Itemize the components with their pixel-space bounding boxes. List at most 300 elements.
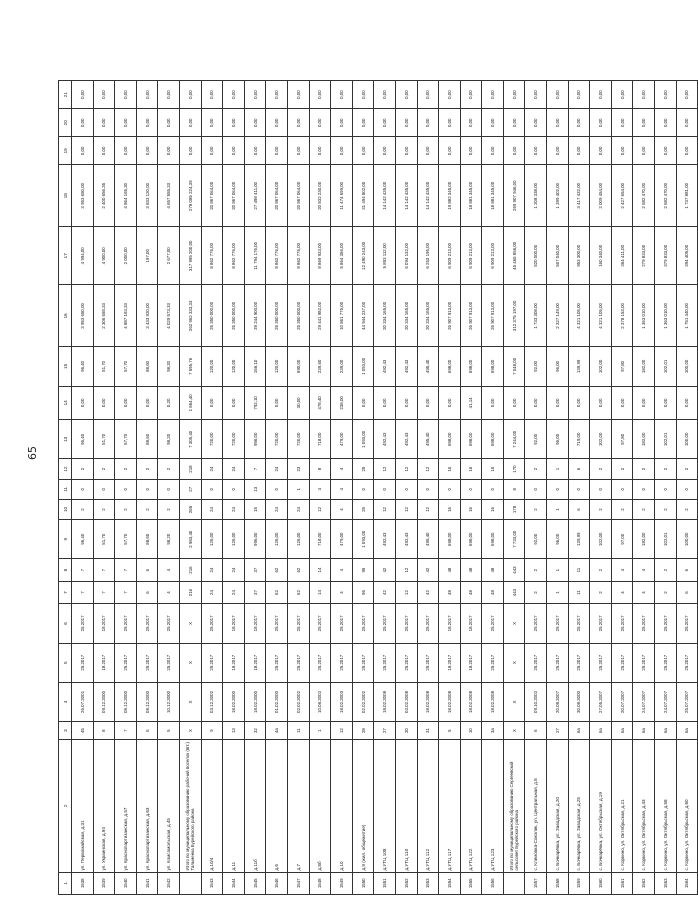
address-cell: ул. Украинская, д.94 (93, 740, 115, 872)
table-cell: 7 (71, 581, 93, 603)
table-cell: 0 (481, 479, 503, 499)
table-cell: 2 (589, 559, 611, 581)
table-cell: 0,00 (71, 386, 93, 420)
table-cell: 25.2017 (417, 643, 439, 682)
table-cell: 126,00 (265, 520, 287, 559)
table-cell: 16 (481, 499, 503, 519)
table-cell: 0 (114, 479, 136, 499)
table-cell: 698,00 (481, 420, 503, 459)
table-cell: 492,43 (373, 520, 395, 559)
table-cell: 1556 (481, 872, 503, 894)
table-cell: 14 (309, 581, 331, 603)
table-cell: 102,00 (589, 520, 611, 559)
table-cell: 20.07.2007 (611, 682, 633, 721)
table-cell: 2 009 454,00 (589, 165, 611, 227)
table-cell: 0,00 (481, 81, 503, 109)
table-cell: 6а (654, 722, 676, 740)
table-cell: 13 (222, 722, 244, 740)
table-cell: 18.02.2008 (373, 682, 395, 721)
address-cell: д.6 (265, 740, 287, 872)
table-cell: 3 417 432,00 (568, 165, 590, 227)
table-cell: 0,00 (503, 386, 525, 420)
table-cell: X (179, 604, 201, 643)
address-cell: д.8б (309, 740, 331, 872)
table-cell: 0,00 (481, 109, 503, 137)
table-cell: 0,00 (546, 81, 568, 109)
table-cell: 0,00 (654, 109, 676, 137)
table-cell: 12 (330, 722, 352, 740)
table-cell: 27 (179, 479, 201, 499)
address-cell: д.УТЦ 108 (373, 740, 395, 872)
table-cell: 25.2017 (546, 643, 568, 682)
table-cell: 1549 (330, 872, 352, 894)
table-cell: 698,00 (481, 347, 503, 386)
table-cell: 7 (114, 581, 136, 603)
table-cell: 216 (179, 559, 201, 581)
table-cell: 690,00 (287, 347, 309, 386)
table-cell: 1547 (287, 872, 309, 894)
table-body (71, 81, 697, 895)
table-cell: 24 (287, 499, 309, 519)
table-cell: 2 (676, 459, 698, 479)
table-cell: 27.05.2007 (589, 682, 611, 721)
table-cell: 25.2017 (589, 604, 611, 643)
table-cell: 1559 (568, 872, 590, 894)
table-cell: 7 (93, 559, 115, 581)
table-cell: 0 (546, 479, 568, 499)
table-cell: 1558 (546, 872, 568, 894)
table-cell: 6 909 213,00 (481, 227, 503, 285)
table-cell: 2 (611, 499, 633, 519)
table-cell: 97,00 (611, 520, 633, 559)
table-cell: 11 (568, 559, 590, 581)
table-cell: 0,00 (265, 109, 287, 137)
table-cell: 2 (589, 581, 611, 603)
address-cell: ул. Первомайская, д.31 (71, 740, 93, 872)
table-cell: 25 (352, 459, 374, 479)
table-cell: 0,00 (524, 137, 546, 165)
table-cell: 42 (417, 581, 439, 603)
table-cell: 4 (611, 559, 633, 581)
table-cell: 23 (287, 459, 309, 479)
table-cell: 719,00 (568, 420, 590, 459)
table-cell: 492,43 (395, 420, 417, 459)
table-cell: 520 000,00 (524, 227, 546, 285)
table-cell: 2 (157, 459, 179, 479)
table-cell: 25.2017 (373, 643, 395, 682)
table-cell: 25.2017 (71, 643, 93, 682)
table-cell: 31 494 802,00 (352, 165, 374, 227)
table-cell: 792,10 (244, 386, 266, 420)
table-cell: 25.2017 (417, 604, 439, 643)
table-cell: 18.2017 (93, 604, 115, 643)
table-cell: 2 (676, 499, 698, 519)
table-cell: 1562 (632, 872, 654, 894)
table-cell: 1 093,00 (352, 520, 374, 559)
column-header: 1 (58, 872, 71, 894)
table-cell: 25.2017 (373, 604, 395, 643)
table-cell: 698,00 (438, 420, 460, 459)
table-cell: 4 (309, 479, 331, 499)
table-cell: 24 (201, 559, 223, 581)
table-row (568, 81, 590, 895)
table-cell: 0,00 (589, 137, 611, 165)
table-cell: 0,00 (93, 137, 115, 165)
table-cell: 364 411,00 (611, 227, 633, 285)
housing-table (58, 80, 698, 895)
table-cell: X (503, 643, 525, 682)
table-cell: 14 142 435,00 (395, 165, 417, 227)
table-cell: 120,00 (222, 347, 244, 386)
table-cell: 25 350 000,00 (265, 285, 287, 347)
table-cell: 0 (589, 479, 611, 499)
table-cell: 16 (438, 499, 460, 519)
table-cell: 698,00 (481, 520, 503, 559)
column-header: 15 (58, 347, 71, 386)
table-cell: 39 244 900,00 (244, 285, 266, 347)
table-cell: 18 881 345,00 (460, 165, 482, 227)
table-cell: 25.2017 (676, 604, 698, 643)
table-cell: 718,00 (309, 520, 331, 559)
table-cell: 182,00 (632, 347, 654, 386)
table-cell: 8 862 776,00 (201, 227, 223, 285)
table-cell: 166,10 (244, 347, 266, 386)
table-cell: 25.2017 (287, 604, 309, 643)
document-table-area (58, 80, 689, 895)
table-cell: 1543 (201, 872, 223, 894)
table-cell: 48 (438, 581, 460, 603)
table-cell: 2 (136, 459, 158, 479)
table-cell: 4 (157, 581, 179, 603)
table-cell: 30,00 (287, 386, 309, 420)
table-cell: X (179, 682, 201, 721)
table-cell: 492,43 (395, 347, 417, 386)
table-cell: 18.2017 (244, 604, 266, 643)
table-cell: 2 (136, 499, 158, 519)
table-cell: 12 (395, 499, 417, 519)
table-cell: 24 (222, 581, 244, 603)
table-cell: 2 (114, 499, 136, 519)
table-cell: 4 (330, 459, 352, 479)
column-header: 21 (58, 81, 71, 109)
table-cell: 4 (330, 581, 352, 603)
table-cell: 25.2017 (201, 604, 223, 643)
table-cell: 20 867 064,00 (222, 165, 244, 227)
table-cell: 269 907 946,00 (503, 165, 525, 227)
table-row (460, 81, 482, 895)
table-cell: 0,00 (265, 137, 287, 165)
table-cell: 2 (524, 581, 546, 603)
table-cell: 2 (632, 499, 654, 519)
table-cell: 126,00 (201, 520, 223, 559)
table-row (93, 81, 115, 895)
table-cell: 0,00 (373, 109, 395, 137)
table-cell: 6а (589, 722, 611, 740)
table-cell: 20 832 230,00 (309, 165, 331, 227)
table-cell: 0,00 (503, 109, 525, 137)
table-row (417, 81, 439, 895)
table-row (611, 81, 633, 895)
table-row (222, 81, 244, 895)
table-cell: 24 (265, 459, 287, 479)
table-cell: 57,70 (114, 347, 136, 386)
table-row (201, 81, 223, 895)
table-cell: 698,00 (438, 347, 460, 386)
table-cell: 0,00 (632, 109, 654, 137)
rotated-table-wrapper (58, 80, 689, 895)
table-cell: 120,00 (201, 347, 223, 386)
table-cell: 25 350 000,00 (201, 285, 223, 347)
table-cell: 20 334 165,00 (373, 285, 395, 347)
table-cell: 96,40 (71, 347, 93, 386)
table-cell: 4а (265, 722, 287, 740)
table-cell: 2 (654, 581, 676, 603)
table-cell: 25.2017 (546, 604, 568, 643)
table-row (265, 81, 287, 895)
table-cell: 2 (654, 499, 676, 519)
table-cell: 0,00 (330, 81, 352, 109)
table-cell: 1564 (676, 872, 698, 894)
table-cell: 2 (589, 499, 611, 519)
table-cell: 25.2017 (676, 643, 698, 682)
table-cell: 0,00 (93, 109, 115, 137)
table-row (546, 81, 568, 895)
table-cell: 01.02.2000 (265, 682, 287, 721)
table-cell: 2 327 149,00 (546, 285, 568, 347)
table-cell: 6 094 132,00 (395, 227, 417, 285)
table-cell: 4 (632, 559, 654, 581)
table-cell: 02.02.2002 (352, 682, 374, 721)
table-cell: 720,00 (201, 420, 223, 459)
table-cell: 0,00 (460, 81, 482, 109)
address-cell: д.УТЦ 122 (460, 740, 482, 872)
table-cell: 698,00 (438, 520, 460, 559)
table-cell: 25.2017 (524, 643, 546, 682)
table-cell: 24 (201, 499, 223, 519)
table-cell: 14 142 435,00 (373, 165, 395, 227)
table-row (632, 81, 654, 895)
table-cell: 1554 (438, 872, 460, 894)
table-cell: X (503, 682, 525, 721)
table-cell: 1542 (157, 872, 179, 894)
table-cell: 720,00 (287, 420, 309, 459)
table-cell: 126,00 (222, 520, 244, 559)
table-cell: 0,00 (136, 109, 158, 137)
table-cell: 0,00 (417, 386, 439, 420)
table-cell: 09.12.2000 (93, 682, 115, 721)
table-cell: 197,00 (136, 227, 158, 285)
table-cell: 14 142 435,00 (417, 165, 439, 227)
table-cell: 03.12.2002 (201, 682, 223, 721)
table-cell: 96,40 (71, 520, 93, 559)
table-cell: X (503, 604, 525, 643)
table-cell: 30.08.2000 (568, 682, 590, 721)
table-cell: 1 093,00 (352, 420, 374, 459)
table-cell: 18.02.2008 (460, 682, 482, 721)
table-cell: 2 (524, 459, 546, 479)
table-cell: 479,00 (330, 520, 352, 559)
table-cell: 1546 (265, 872, 287, 894)
table-cell: 0,00 (654, 81, 676, 109)
table-cell: 2 (93, 459, 115, 479)
table-cell: 24.07.2007 (632, 682, 654, 721)
table-cell: 495,40 (417, 520, 439, 559)
table-cell: 0,00 (265, 81, 287, 109)
table-cell: 8 (503, 479, 525, 499)
table-cell: 0,00 (676, 386, 698, 420)
table-cell: 6а (568, 722, 590, 740)
table-cell: 239,00 (330, 347, 352, 386)
table-cell: 102,00 (589, 420, 611, 459)
table-cell: 13 (244, 479, 266, 499)
table-row (352, 81, 374, 895)
table-cell: 0,00 (244, 109, 266, 137)
table-cell: 5 (438, 722, 460, 740)
table-cell: 0,00 (157, 81, 179, 109)
table-cell: 96,00 (546, 420, 568, 459)
table-cell: 182,00 (632, 520, 654, 559)
table-cell: 95 (352, 581, 374, 603)
table-cell: 698,00 (460, 420, 482, 459)
table-cell: 42 (417, 559, 439, 581)
table-row (524, 81, 546, 895)
table-row (136, 81, 158, 895)
table-cell: 0,00 (503, 137, 525, 165)
address-cell: ул. Комсомольская, д.45 (157, 740, 179, 872)
table-cell: 7 (114, 559, 136, 581)
table-cell: 2 (654, 559, 676, 581)
table-cell: 31 (417, 722, 439, 740)
table-cell: 8 862 776,00 (222, 227, 244, 285)
table-cell: 4 900,00 (93, 227, 115, 285)
table-cell: 102,01 (654, 520, 676, 559)
table-cell: 0,00 (611, 386, 633, 420)
table-cell: 16 (481, 459, 503, 479)
table-cell: 0,00 (222, 109, 244, 137)
column-header: 4 (58, 682, 71, 721)
table-cell: 24 (201, 581, 223, 603)
table-cell: 96,00 (546, 347, 568, 386)
table-cell: 492,43 (395, 520, 417, 559)
table-cell: 495,40 (417, 347, 439, 386)
table-cell: 0,00 (546, 386, 568, 420)
table-row (373, 81, 395, 895)
table-cell: 25.2017 (71, 604, 93, 643)
table-cell: 0,00 (632, 137, 654, 165)
table-cell: 20 (395, 722, 417, 740)
address-cell: д.9 (жил. общежитие) (352, 740, 374, 872)
table-cell: 0 (524, 479, 546, 499)
table-cell: 262 962 333,33 (179, 285, 201, 347)
table-cell: 1 (546, 559, 568, 581)
table-cell: 19 882 345,00 (438, 165, 460, 227)
subtotal-row (503, 81, 525, 895)
table-cell: 25.2017 (395, 643, 417, 682)
table-cell: 1548 (309, 872, 331, 894)
table-cell: X (179, 722, 201, 740)
table-cell: 0,00 (265, 386, 287, 420)
table-cell: 7 (114, 722, 136, 740)
table-cell: 2 682 470,00 (632, 165, 654, 227)
table-cell: 0,00 (546, 109, 568, 137)
table-cell: 0,00 (395, 386, 417, 420)
table-cell: 2 (632, 459, 654, 479)
table-cell: 10.12.2000 (157, 682, 179, 721)
table-cell: 26 907 913,00 (481, 285, 503, 347)
table-cell: 2 (71, 459, 93, 479)
table-row (438, 81, 460, 895)
table-cell: 2 677,00 (157, 227, 179, 285)
table-cell: 6 (524, 722, 546, 740)
table-cell: 0,00 (201, 137, 223, 165)
table-cell: 6а (632, 722, 654, 740)
table-cell: 0,00 (330, 137, 352, 165)
table-cell: 25.07.2007 (676, 682, 698, 721)
table-cell: 18.2017 (93, 643, 115, 682)
table-cell: X (503, 722, 525, 740)
table-cell: 18.02.2008 (481, 682, 503, 721)
column-header: 18 (58, 165, 71, 227)
table-cell: 6 (568, 459, 590, 479)
table-cell: 102,01 (654, 347, 676, 386)
table-cell: 92,00 (524, 347, 546, 386)
table-cell: 0,00 (373, 81, 395, 109)
table-cell: 317 995 200,00 (179, 227, 201, 285)
table-cell: 25.2017 (611, 643, 633, 682)
table-cell: 0,00 (244, 81, 266, 109)
table-cell (503, 872, 525, 894)
table-cell: 2 983,40 (179, 520, 201, 559)
table-cell: 25.2017 (201, 643, 223, 682)
address-cell: д.11б (244, 740, 266, 872)
table-cell: 0 (568, 479, 590, 499)
table-cell: 48 (460, 559, 482, 581)
table-cell: 478,40 (309, 386, 331, 420)
table-cell: 2 (71, 499, 93, 519)
table-cell: 48 (460, 581, 482, 603)
table-cell: 62 (265, 559, 287, 581)
table-cell: 98,20 (157, 420, 179, 459)
table-cell: 0,00 (201, 386, 223, 420)
table-cell: 178 (503, 499, 525, 519)
address-cell: д.7 (287, 740, 309, 872)
table-cell: 443 (503, 559, 525, 581)
table-cell: 0,00 (395, 109, 417, 137)
table-cell: 8 862 776,00 (265, 227, 287, 285)
column-header: 9 (58, 520, 71, 559)
address-cell: с. Коркино, ул. Октябрьская, д.58 (654, 740, 676, 872)
table-cell: 2 (654, 459, 676, 479)
table-cell: 7 (71, 559, 93, 581)
table-cell: 126,00 (287, 520, 309, 559)
table-cell: 2 427 654,00 (611, 165, 633, 227)
address-cell: с. Коркино, ул. Октябрьская, д.43 (632, 740, 654, 872)
table-cell: 0,00 (352, 386, 374, 420)
table-cell: 3а (481, 722, 503, 740)
table-cell: 4 887 163,33 (114, 285, 136, 347)
table-cell: 27 (373, 722, 395, 740)
column-header: 12 (58, 459, 71, 479)
table-cell: 7 733,00 (503, 520, 525, 559)
table-cell: 25.2017 (352, 604, 374, 643)
table-cell: 62 (287, 559, 309, 581)
table-cell: 4 029 573,33 (157, 285, 179, 347)
table-cell: 265 (179, 499, 201, 519)
table-cell: 9 (201, 722, 223, 740)
address-cell: с. Коркино, ул. Октябрьская, д.21 (611, 740, 633, 872)
table-cell: 3 953 650,00 (71, 285, 93, 347)
address-cell: с. Климовка-Соколик, ул. Центральная, д.8 (524, 740, 546, 872)
